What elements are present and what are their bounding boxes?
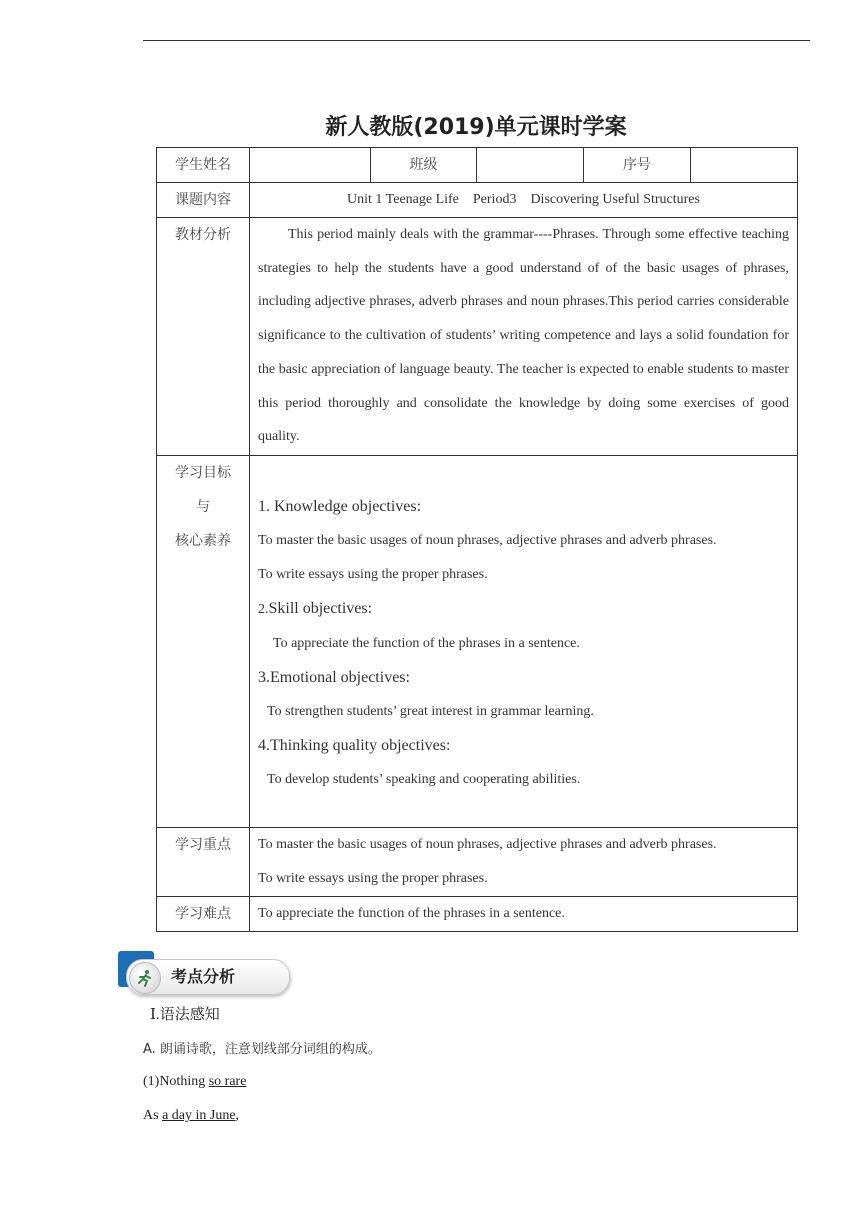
objectives-label-1: 学习目标	[175, 465, 231, 481]
knowledge-item: To write essays using the proper phrases.	[258, 567, 488, 582]
student-name-field[interactable]	[250, 148, 371, 183]
table-row	[157, 456, 798, 828]
poem-line-1-prefix: (1)Nothing	[143, 1074, 209, 1089]
poem-line-2-suffix: ,	[235, 1108, 240, 1123]
page-title: 新人教版(2019)单元课时学案	[325, 115, 627, 140]
difficulty-cell	[250, 897, 798, 932]
table-row	[157, 183, 798, 218]
thinking-item: To develop students’ speaking and cooperating abilities.	[267, 772, 581, 787]
analysis-text: This period mainly deals with the grammar----Phrases. Through some effective teaching strategies to help the students have a good understand of of the basic usages of phrases, including adjective phrases, adverb phrases and noun phrases.This period carries considerable significance to the cultivation of students’ writing competence and lays a solid foundation for the basic appreciation of language beauty. The teacher is expected to enable students to master this period thoroughly and consolidate the knowledge by doing some exercises of good quality.	[258, 227, 789, 445]
skill-title: Skill objectives:	[268, 600, 373, 617]
header-rule	[143, 40, 810, 41]
analysis-label: 教材分析	[157, 218, 250, 456]
key-point-item: To master the basic usages of noun phrases, adjective phrases and adverb phrases.	[258, 837, 717, 852]
seq-label: 序号	[584, 148, 691, 183]
class-field[interactable]	[477, 148, 584, 183]
emotional-item: To strengthen students’ great interest in grammar learning.	[267, 704, 594, 719]
poem-line	[143, 1105, 239, 1127]
key-points-label: 学习重点	[157, 828, 250, 897]
difficulty-label: 学习难点	[157, 897, 250, 932]
difficulty-item: To appreciate the function of the phrases in a sentence.	[258, 906, 565, 921]
poem-line-2-prefix: As	[143, 1108, 163, 1123]
section-heading	[150, 1002, 220, 1027]
seq-field[interactable]	[691, 148, 798, 183]
section-badge	[118, 951, 288, 997]
knowledge-item: To master the basic usages of noun phrases, adjective phrases and adverb phrases.	[258, 533, 717, 548]
objectives-label-2: 与	[196, 499, 210, 515]
objectives-label-3: 核心素养	[175, 533, 231, 549]
poem-line-2-phrase: a day in June	[162, 1108, 236, 1123]
emotional-heading: 3.Emotional objectives:	[258, 669, 410, 686]
poem-line-1-phrase: so rare	[208, 1074, 247, 1089]
class-label: 班级	[371, 148, 477, 183]
objectives-cell	[250, 456, 798, 828]
knowledge-heading: 1. Knowledge objectives:	[258, 498, 422, 515]
table-row	[157, 218, 798, 456]
section-numeral: Ⅰ.	[150, 1007, 160, 1023]
key-point-item: To write essays using the proper phrases.	[258, 871, 488, 886]
section-title: 语法感知	[159, 1005, 220, 1023]
badge-label: 考点分析	[171, 967, 236, 986]
analysis-cell	[250, 218, 798, 456]
key-points-cell	[250, 828, 798, 897]
instruction-text: A. 朗诵诗歌，注意划线部分词组的构成。	[143, 1042, 381, 1057]
topic-value: Unit 1 Teenage Life Period3 Discovering Useful Structures	[250, 183, 798, 218]
skill-item: To appreciate the function of the phrases in a sentence.	[273, 636, 580, 651]
thinking-heading: 4.Thinking quality objectives:	[258, 737, 451, 754]
badge-pill	[126, 959, 290, 995]
skill-heading	[258, 592, 789, 627]
student-name-label: 学生姓名	[157, 148, 250, 183]
skill-number: 2.	[258, 602, 269, 617]
table-row	[157, 897, 798, 932]
running-figure-icon	[129, 962, 161, 994]
poem-line	[143, 1071, 246, 1093]
table-row	[157, 828, 798, 897]
table-row	[157, 148, 798, 183]
topic-label: 课题内容	[157, 183, 250, 218]
lesson-plan-table	[156, 147, 798, 932]
objectives-label-cell	[157, 456, 250, 828]
